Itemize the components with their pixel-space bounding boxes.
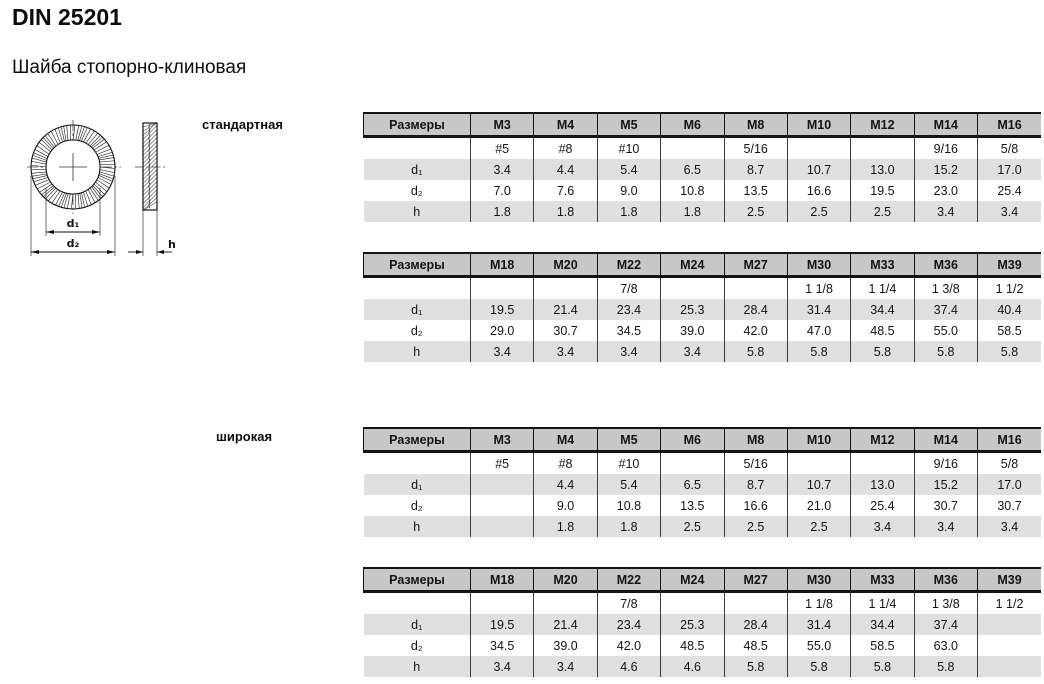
column-header-M8: M8 [724, 428, 787, 452]
dimension-cell: 34.4 [851, 299, 914, 320]
column-header-M3: M3 [471, 113, 534, 137]
dimension-cell: 5.8 [851, 656, 914, 677]
row-label: h [364, 201, 471, 222]
dimension-cell: 9/16 [914, 137, 977, 160]
dimension-cell: 5/16 [724, 137, 787, 160]
dimension-cell: 3.4 [534, 341, 597, 362]
dimension-cell: 16.6 [787, 180, 850, 201]
dimension-cell [471, 592, 534, 615]
dimension-cell: 40.4 [978, 299, 1042, 320]
dimension-cell: 1.8 [534, 516, 597, 537]
column-header-M39: M39 [978, 568, 1042, 592]
dimension-cell: 2.5 [724, 516, 787, 537]
dimension-cell [787, 137, 850, 160]
dimension-cell: 2.5 [724, 201, 787, 222]
row-label [364, 452, 471, 475]
table-row [364, 201, 1042, 222]
arrowhead [31, 250, 39, 254]
dimension-cell: 7/8 [597, 277, 660, 300]
column-header-M30: M30 [787, 568, 850, 592]
dimension-cell [978, 614, 1042, 635]
column-header-M36: M36 [914, 253, 977, 277]
dimension-cell: 3.4 [471, 341, 534, 362]
dimension-cell: 47.0 [787, 320, 850, 341]
column-header-M3: M3 [471, 428, 534, 452]
dimension-cell: 25.3 [661, 299, 724, 320]
column-header-M36: M36 [914, 568, 977, 592]
dimension-cell: 5.8 [724, 341, 787, 362]
dimension-cell: 1 1/4 [851, 277, 914, 300]
dimension-cell: 3.4 [661, 341, 724, 362]
table-row [364, 299, 1042, 320]
dimension-cell: 15.2 [914, 159, 977, 180]
dimension-cell: 3.4 [978, 201, 1042, 222]
dimension-cell: 6.5 [661, 159, 724, 180]
column-header-M24: M24 [661, 568, 724, 592]
dimension-cell: 3.4 [471, 159, 534, 180]
dimension-cell [851, 137, 914, 160]
dimension-cell: 4.4 [534, 474, 597, 495]
table-row [364, 635, 1042, 656]
table-row [364, 137, 1042, 160]
column-header-M20: M20 [534, 253, 597, 277]
dimension-cell: 1 1/2 [978, 277, 1042, 300]
dimension-cell [661, 452, 724, 475]
dimension-cell: 19.5 [851, 180, 914, 201]
column-header-M5: M5 [597, 113, 660, 137]
dimension-cell: 7/8 [597, 592, 660, 615]
column-header-M12: M12 [851, 428, 914, 452]
table-row [364, 341, 1042, 362]
dimension-cell: 1 1/8 [787, 592, 850, 615]
arrowhead [136, 250, 143, 254]
table-wide-m3-m16 [363, 427, 1041, 537]
column-header-M14: M14 [914, 113, 977, 137]
dimension-cell: 8.7 [724, 474, 787, 495]
dimension-cell: 5.8 [914, 656, 977, 677]
dimension-cell: 34.5 [597, 320, 660, 341]
dimension-cell: 5.8 [978, 341, 1042, 362]
column-header-M12: M12 [851, 113, 914, 137]
dimension-cell: 48.5 [661, 635, 724, 656]
dimension-cell: 34.5 [471, 635, 534, 656]
dim-label-d1: d₁ [66, 217, 80, 230]
column-header-M4: M4 [534, 113, 597, 137]
dimension-cell: 10.8 [597, 495, 660, 516]
column-header-sizes: Размеры [364, 428, 471, 452]
dimension-cell: 5.4 [597, 474, 660, 495]
dimension-cell: 28.4 [724, 614, 787, 635]
column-header-sizes: Размеры [364, 113, 471, 137]
dimension-cell: 19.5 [471, 299, 534, 320]
dimension-cell: 3.4 [914, 201, 977, 222]
dimension-cell: 34.4 [851, 614, 914, 635]
row-label: d₁ [364, 299, 471, 320]
dimension-cell: #5 [471, 137, 534, 160]
table-row [364, 320, 1042, 341]
dimension-cell: 31.4 [787, 299, 850, 320]
dimension-cell: 31.4 [787, 614, 850, 635]
column-header-M33: M33 [851, 253, 914, 277]
column-header-M18: M18 [471, 568, 534, 592]
page-subtitle: Шайба стопорно-клиновая [12, 57, 247, 78]
table-row [364, 614, 1042, 635]
column-header-M16: M16 [978, 113, 1042, 137]
dimension-cell: 37.4 [914, 299, 977, 320]
dimension-cell: 25.4 [851, 495, 914, 516]
dimension-cell [851, 452, 914, 475]
table-row [364, 277, 1042, 300]
dimension-cell: 29.0 [471, 320, 534, 341]
dim-label-d2: d₂ [66, 237, 80, 250]
dimension-cell [724, 592, 787, 615]
dimension-cell: 2.5 [661, 516, 724, 537]
dimension-cell: 2.5 [787, 516, 850, 537]
dimension-cell: 1.8 [534, 201, 597, 222]
row-label: d₁ [364, 474, 471, 495]
dimension-cell: 8.7 [724, 159, 787, 180]
dimension-cell: 9.0 [534, 495, 597, 516]
column-header-M16: M16 [978, 428, 1042, 452]
column-header-M30: M30 [787, 253, 850, 277]
dimension-cell [978, 656, 1042, 677]
dimension-cell: 30.7 [534, 320, 597, 341]
dimension-cell: 5.8 [851, 341, 914, 362]
dimension-cell: 42.0 [724, 320, 787, 341]
dimension-cell: 9.0 [597, 180, 660, 201]
dimension-cell: 5/8 [978, 452, 1042, 475]
dimension-table-standard-m3-m16 [363, 112, 1041, 222]
table-wide-m18-m39 [363, 567, 1041, 677]
dimension-cell: 48.5 [851, 320, 914, 341]
column-header-M18: M18 [471, 253, 534, 277]
arrowhead [107, 250, 115, 254]
arrowhead [157, 250, 164, 254]
dimension-cell: 13.5 [661, 495, 724, 516]
dimension-cell: 55.0 [787, 635, 850, 656]
dimension-cell [534, 277, 597, 300]
dimension-cell [471, 495, 534, 516]
dimension-cell [724, 277, 787, 300]
dimension-cell: 15.2 [914, 474, 977, 495]
dimension-cell [661, 592, 724, 615]
table-standard-m18-m39 [363, 252, 1041, 362]
dimension-table-standard-m18-m39 [363, 252, 1041, 362]
dimension-cell: 23.4 [597, 299, 660, 320]
dimension-cell: 13.0 [851, 474, 914, 495]
dimension-cell: 9/16 [914, 452, 977, 475]
column-header-M4: M4 [534, 428, 597, 452]
column-header-M5: M5 [597, 428, 660, 452]
dimension-cell: 21.4 [534, 299, 597, 320]
dimension-cell: 1.8 [597, 201, 660, 222]
column-header-M20: M20 [534, 568, 597, 592]
dimension-cell: 19.5 [471, 614, 534, 635]
dim-label-h: h [168, 238, 176, 251]
dimension-cell: 48.5 [724, 635, 787, 656]
dimension-cell: 1 3/8 [914, 277, 977, 300]
column-header-M6: M6 [661, 428, 724, 452]
dimension-cell: 13.5 [724, 180, 787, 201]
column-header-M27: M27 [724, 253, 787, 277]
row-label: h [364, 516, 471, 537]
dimension-cell: 6.5 [661, 474, 724, 495]
row-label: d₁ [364, 159, 471, 180]
column-header-M22: M22 [597, 253, 660, 277]
dimension-cell: 1.8 [597, 516, 660, 537]
dimension-cell: 16.6 [724, 495, 787, 516]
dimension-cell: 3.4 [851, 516, 914, 537]
dimension-cell [534, 592, 597, 615]
dimension-cell: 1 1/4 [851, 592, 914, 615]
table-standard-m3-m16 [363, 112, 1041, 222]
dimension-cell: #5 [471, 452, 534, 475]
arrowhead [92, 230, 100, 234]
table-row [364, 592, 1042, 615]
dimension-cell: 7.6 [534, 180, 597, 201]
dimension-cell: 13.0 [851, 159, 914, 180]
dimension-cell: 5.4 [597, 159, 660, 180]
table-row [364, 452, 1042, 475]
dimension-cell: 3.4 [534, 656, 597, 677]
dimension-cell: 25.3 [661, 614, 724, 635]
arrowhead [46, 230, 54, 234]
dimension-cell: 55.0 [914, 320, 977, 341]
dimension-cell: 28.4 [724, 299, 787, 320]
page-title: DIN 25201 [12, 4, 122, 30]
washer-drawing-svg [15, 108, 215, 273]
dimension-cell: 2.5 [851, 201, 914, 222]
dimension-cell: 23.0 [914, 180, 977, 201]
column-header-sizes: Размеры [364, 568, 471, 592]
column-header-M10: M10 [787, 428, 850, 452]
dimension-cell: 3.4 [978, 516, 1042, 537]
row-label: d₁ [364, 614, 471, 635]
dimension-cell: 10.8 [661, 180, 724, 201]
variant-label-wide: широкая [216, 429, 273, 444]
dimension-cell: 17.0 [978, 159, 1042, 180]
dimension-cell: 5/8 [978, 137, 1042, 160]
dimension-cell: 1 3/8 [914, 592, 977, 615]
table-row [364, 656, 1042, 677]
dimension-cell: 10.7 [787, 159, 850, 180]
column-header-M22: M22 [597, 568, 660, 592]
row-label: d₂ [364, 320, 471, 341]
dimension-cell: 30.7 [914, 495, 977, 516]
row-label [364, 137, 471, 160]
column-header-M27: M27 [724, 568, 787, 592]
dimension-cell: 42.0 [597, 635, 660, 656]
dimension-cell [471, 516, 534, 537]
dimension-cell: #10 [597, 137, 660, 160]
row-label: d₂ [364, 180, 471, 201]
dimension-cell: 21.0 [787, 495, 850, 516]
dimension-cell: 30.7 [978, 495, 1042, 516]
dimension-cell [661, 137, 724, 160]
dimension-cell: 23.4 [597, 614, 660, 635]
column-header-M8: M8 [724, 113, 787, 137]
dimension-cell: 5.8 [724, 656, 787, 677]
dimension-cell: 7.0 [471, 180, 534, 201]
dimension-cell [471, 474, 534, 495]
dimension-cell: 4.4 [534, 159, 597, 180]
dimension-cell: 5.8 [914, 341, 977, 362]
washer-technical-drawing [15, 108, 215, 273]
dimension-cell: 3.4 [597, 341, 660, 362]
dimension-cell: #10 [597, 452, 660, 475]
dimension-cell: 5.8 [787, 341, 850, 362]
dimension-cell: 1 1/2 [978, 592, 1042, 615]
table-row [364, 474, 1042, 495]
column-header-M10: M10 [787, 113, 850, 137]
column-header-M24: M24 [661, 253, 724, 277]
table-row [364, 159, 1042, 180]
dimension-cell: 5.8 [787, 656, 850, 677]
dimension-cell [471, 277, 534, 300]
dimension-cell: 3.4 [914, 516, 977, 537]
dimension-cell: 1 1/8 [787, 277, 850, 300]
dimension-cell: 58.5 [978, 320, 1042, 341]
row-label: h [364, 656, 471, 677]
dimension-cell: 5/16 [724, 452, 787, 475]
dimension-cell: 1.8 [471, 201, 534, 222]
dimension-table-wide-m18-m39 [363, 567, 1041, 677]
dimension-cell [661, 277, 724, 300]
dimension-cell: 10.7 [787, 474, 850, 495]
column-header-M6: M6 [661, 113, 724, 137]
dimension-cell: 63.0 [914, 635, 977, 656]
side-view-wavy-line [149, 124, 150, 208]
dimension-cell: 4.6 [661, 656, 724, 677]
column-header-M33: M33 [851, 568, 914, 592]
dimension-table-wide-m3-m16 [363, 427, 1041, 537]
dimension-cell: 1.8 [661, 201, 724, 222]
row-label: d₂ [364, 635, 471, 656]
column-header-M39: M39 [978, 253, 1042, 277]
dimension-cell: 4.6 [597, 656, 660, 677]
column-header-sizes: Размеры [364, 253, 471, 277]
dimension-cell: 21.4 [534, 614, 597, 635]
dimension-cell: 17.0 [978, 474, 1042, 495]
row-label: h [364, 341, 471, 362]
dimension-cell: 37.4 [914, 614, 977, 635]
row-label [364, 592, 471, 615]
dimension-cell: 3.4 [471, 656, 534, 677]
dimension-cell: #8 [534, 452, 597, 475]
dimension-cell [978, 635, 1042, 656]
row-label: d₂ [364, 495, 471, 516]
table-row [364, 495, 1042, 516]
column-header-M14: M14 [914, 428, 977, 452]
row-label [364, 277, 471, 300]
table-row [364, 516, 1042, 537]
dimension-cell: #8 [534, 137, 597, 160]
table-row [364, 180, 1042, 201]
dimension-cell: 39.0 [661, 320, 724, 341]
dimension-cell [787, 452, 850, 475]
dimension-cell: 58.5 [851, 635, 914, 656]
dimension-cell: 25.4 [978, 180, 1042, 201]
dimension-cell: 2.5 [787, 201, 850, 222]
variant-label-standard: стандартная [202, 117, 283, 132]
dimension-cell: 39.0 [534, 635, 597, 656]
